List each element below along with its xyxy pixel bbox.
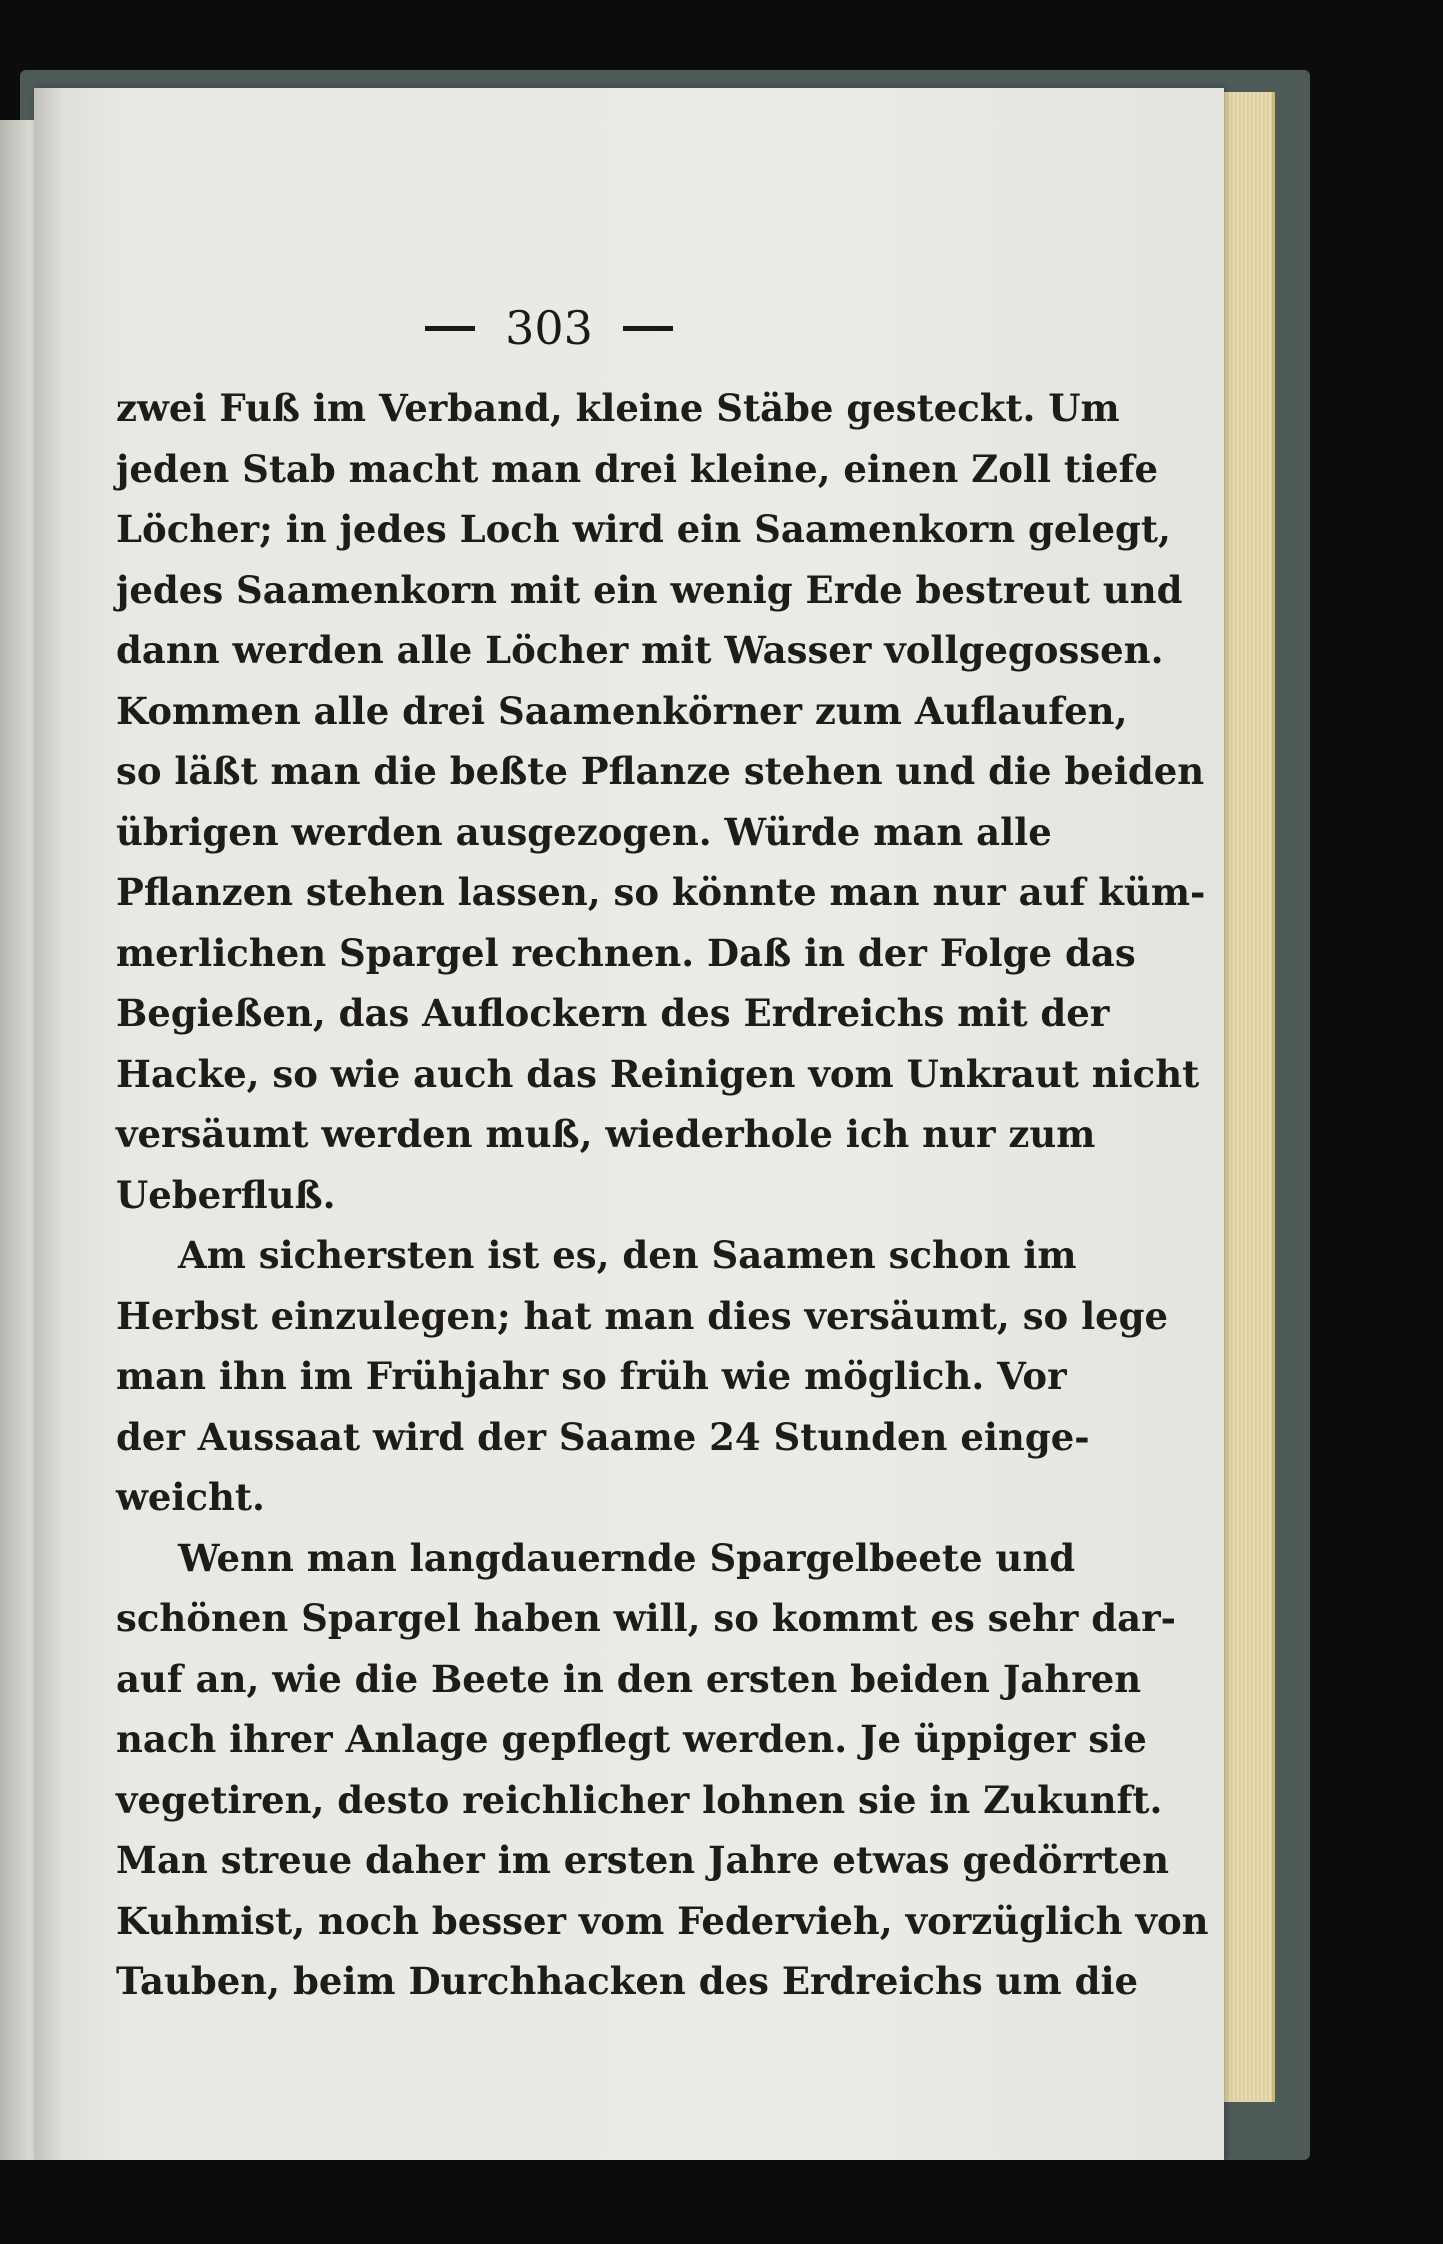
left-page-edge — [0, 120, 34, 2160]
text-line: Hacke, so wie auch das Reinigen vom Unkraut nicht — [116, 1051, 1200, 1096]
text-line: schönen Spargel haben will, so kommt es sehr dar- — [116, 1596, 1176, 1640]
header-dash-left — [425, 326, 475, 331]
page-header — [0, 293, 1144, 363]
text-line: dann werden alle Löcher mit Wasser vollgegossen. — [116, 628, 1164, 672]
text-line: übrigen werden ausgezogen. Würde man alle — [116, 809, 1052, 854]
book-page — [34, 88, 1224, 2160]
text-line: jeden Stab macht man drei kleine, einen Zoll tiefe — [116, 446, 1159, 491]
text-line: nach ihrer Anlage gepflegt werden. Je üppiger sie — [116, 1717, 1147, 1761]
text-line: Tauben, beim Durchhacken des Erdreichs um die — [116, 1959, 1139, 2003]
text-line: so läßt man die beßte Pflanze stehen und die beiden — [116, 749, 1205, 793]
body-text — [116, 378, 1209, 2012]
text-line: vegetiren, desto reichlicher lohnen sie in Zukunft. — [116, 1777, 1163, 1822]
text-line: Löcher; in jedes Loch wird ein Saamenkorn gelegt, — [116, 507, 1171, 551]
text-line: zwei Fuß im Verband, kleine Stäbe gesteckt. Um — [116, 386, 1120, 430]
text-line: versäumt werden muß, wiederhole ich nur zum — [116, 1112, 1096, 1156]
text-line: jedes Saamenkorn mit ein wenig Erde bestreut und — [116, 567, 1183, 612]
page-number: 303 — [505, 301, 593, 355]
text-line: auf an, wie die Beete in den ersten beiden Jahren — [116, 1656, 1142, 1701]
text-line: Am sichersten ist es, den Saamen schon im — [178, 1233, 1077, 1277]
header-dash-right — [623, 326, 673, 331]
text-line: Pflanzen stehen lassen, so könnte man nur auf küm- — [116, 870, 1206, 914]
text-line: Kuhmist, noch besser vom Federvieh, vorzüglich von — [116, 1898, 1209, 1943]
text-line: Herbst einzulegen; hat man dies versäumt, so lege — [116, 1293, 1169, 1338]
text-line: Wenn man langdauernde Spargelbeete und — [178, 1535, 1076, 1580]
text-line: weicht. — [116, 1475, 265, 1519]
text-line: der Aussaat wird der Saame 24 Stunden einge- — [116, 1414, 1090, 1459]
text-line: Kommen alle drei Saamenkörner zum Auflaufen, — [116, 688, 1128, 733]
text-line: merlichen Spargel rechnen. Daß in der Folge das — [116, 930, 1136, 975]
text-line: Ueberfluß. — [116, 1172, 336, 1217]
text-line: Man streue daher im ersten Jahre etwas gedörrten — [116, 1838, 1169, 1882]
text-line: man ihn im Frühjahr so früh wie möglich. Vor — [116, 1354, 1067, 1398]
text-line: Begießen, das Auflockern des Erdreichs mit der — [116, 991, 1110, 1035]
spine-shadow — [34, 88, 64, 2160]
